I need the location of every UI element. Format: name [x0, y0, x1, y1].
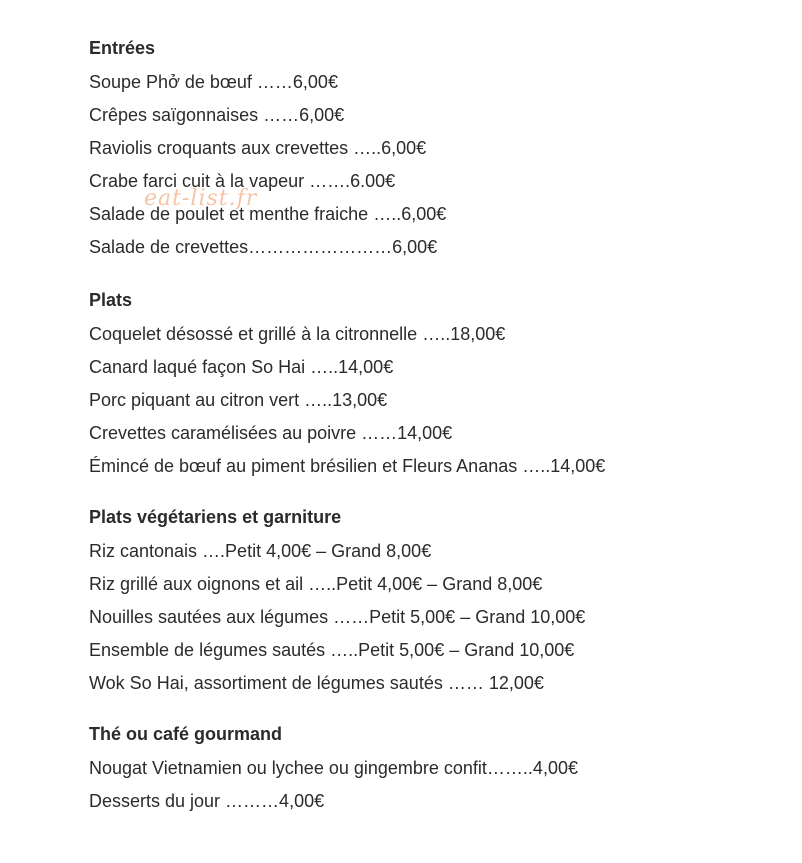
- menu-item: Émincé de bœuf au piment brésilien et Fleurs Ananas …..14,00€: [89, 456, 606, 476]
- section-vegetariens: [89, 503, 779, 700]
- menu-item: Soupe Phở de bœuf ……6,00€: [89, 72, 338, 92]
- menu-item: Ensemble de légumes sautés …..Petit 5,00€ – Grand 10,00€: [89, 640, 575, 660]
- section-plats: [89, 286, 779, 483]
- menu-item: Salade de crevettes……………………6,00€: [89, 237, 438, 257]
- menu-item: Nougat Vietnamien ou lychee ou gingembre confit……..4,00€: [89, 758, 578, 778]
- menu-item: Crabe farci cuit à la vapeur …….6.00€: [89, 171, 396, 191]
- menu-item: Crevettes caramélisées au poivre ……14,00€: [89, 423, 453, 443]
- menu-item: Salade de poulet et menthe fraiche …..6,00€: [89, 204, 447, 224]
- section-title: Thé ou café gourmand: [89, 724, 283, 744]
- section-the-cafe: [89, 720, 779, 818]
- section-title: Plats végétariens et garniture: [89, 507, 342, 527]
- watermark-text: eat-list.fr: [144, 186, 258, 211]
- menu-item: Raviolis croquants aux crevettes …..6,00€: [89, 138, 427, 158]
- menu-item: Porc piquant au citron vert …..13,00€: [89, 390, 388, 410]
- section-title: Entrées: [89, 38, 156, 58]
- menu-item: Canard laqué façon So Hai …..14,00€: [89, 357, 394, 377]
- menu-item: Desserts du jour ………4,00€: [89, 791, 325, 811]
- section-title: Plats: [89, 290, 133, 310]
- menu-item: Riz cantonais ….Petit 4,00€ – Grand 8,00€: [89, 541, 432, 561]
- menu-document: [89, 34, 779, 818]
- section-entrees: [89, 34, 779, 264]
- menu-item: Riz grillé aux oignons et ail …..Petit 4,00€ – Grand 8,00€: [89, 574, 543, 594]
- menu-item: Crêpes saïgonnaises ……6,00€: [89, 105, 345, 125]
- menu-item: Nouilles sautées aux légumes ……Petit 5,00€ – Grand 10,00€: [89, 607, 586, 627]
- menu-item: Coquelet désossé et grillé à la citronnelle …..18,00€: [89, 324, 506, 344]
- menu-item: Wok So Hai, assortiment de légumes sautés …… 12,00€: [89, 673, 544, 693]
